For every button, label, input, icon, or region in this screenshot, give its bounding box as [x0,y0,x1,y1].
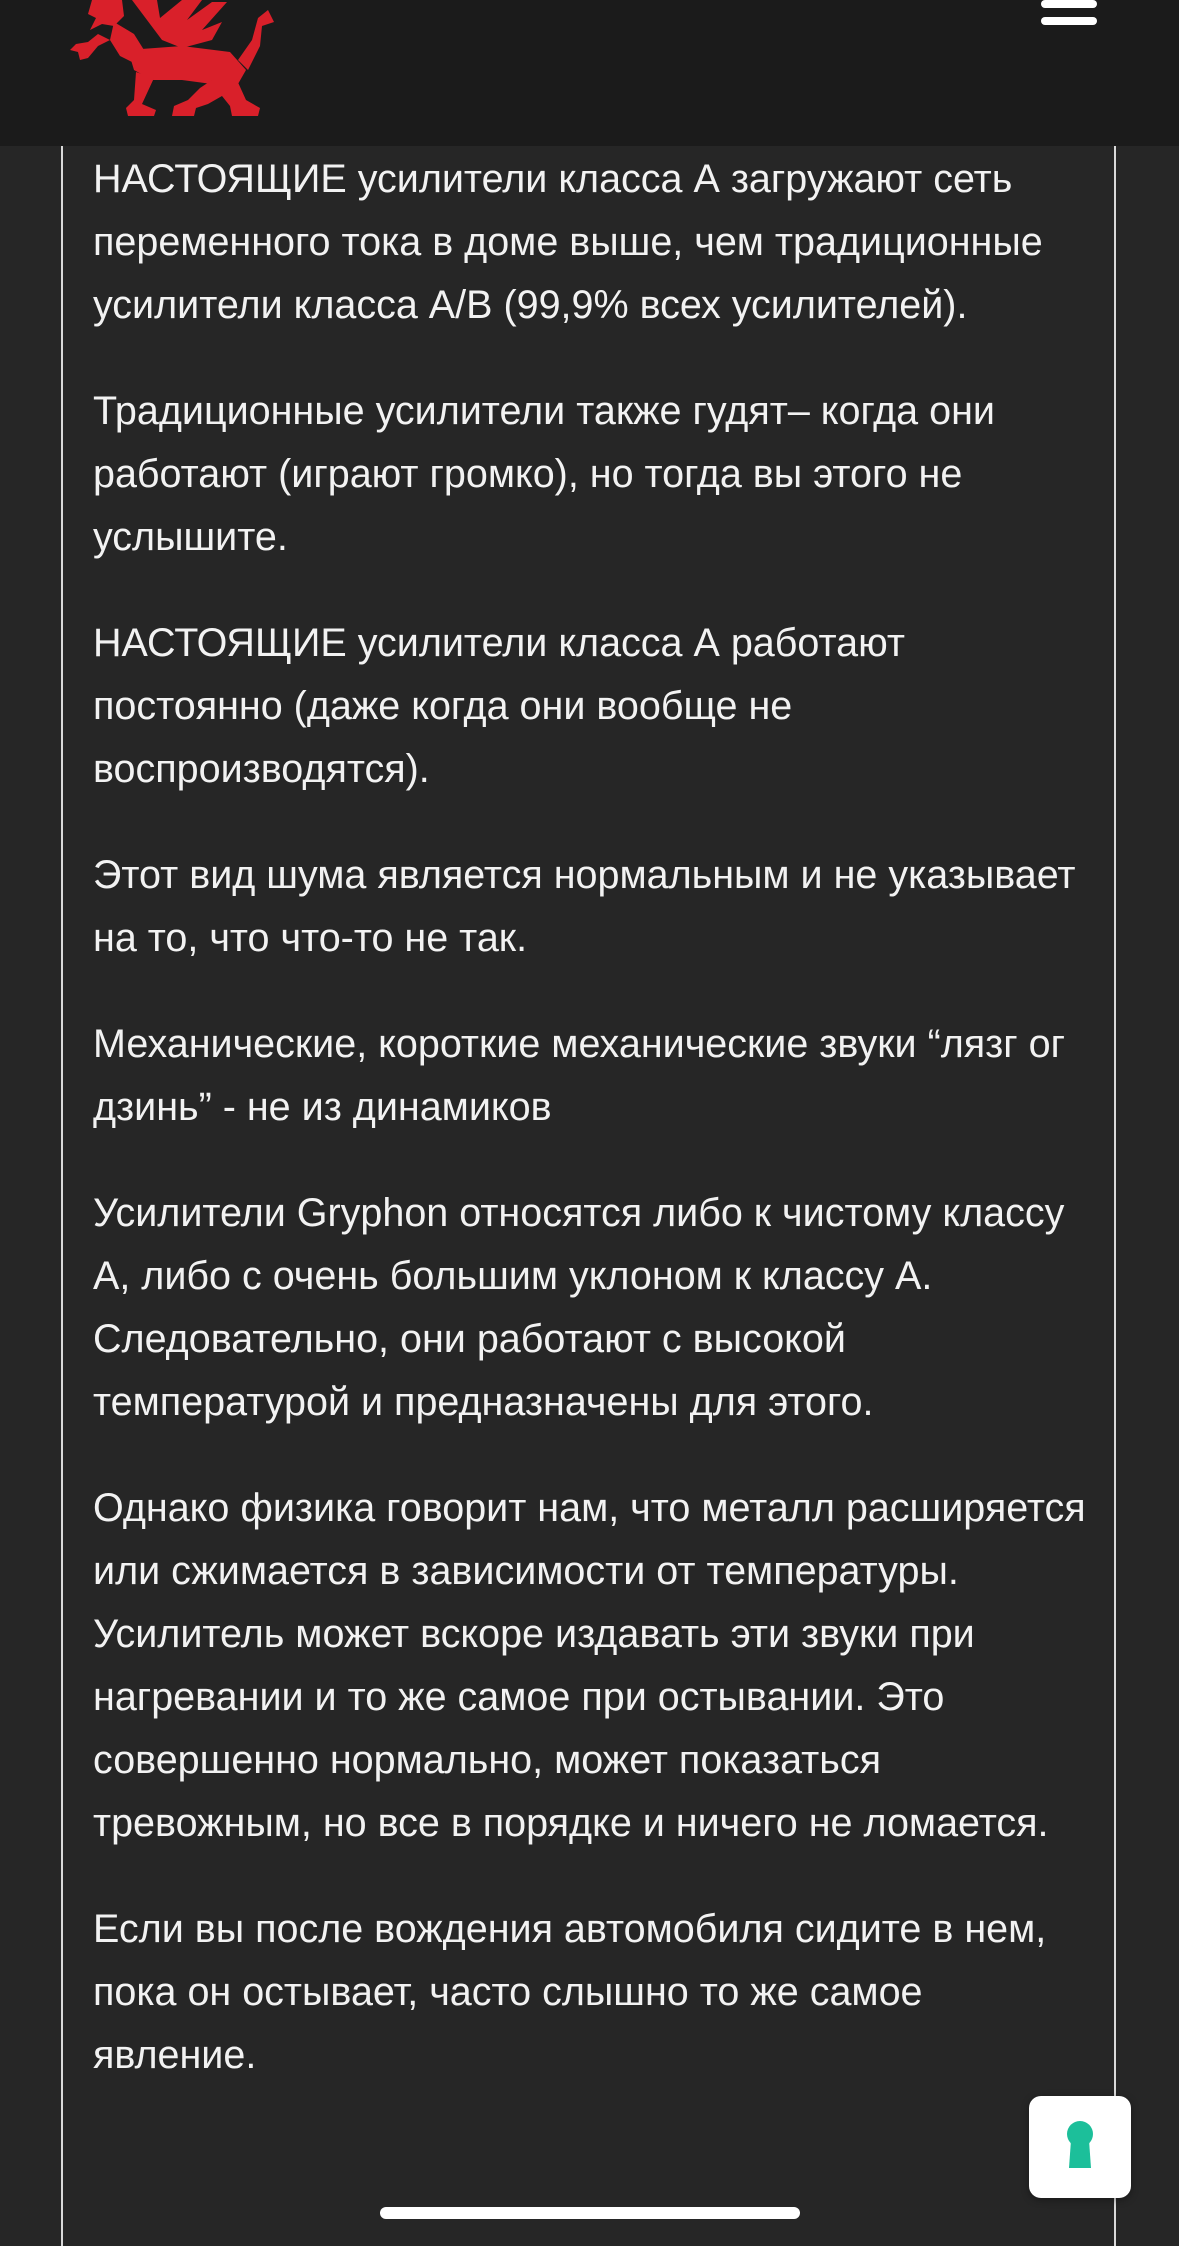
article-paragraph: Однако физика говорит нам, что металл расширяется или сжимается в зависимости от температуры. Усилитель может вскоре издавать эти звуки при нагревании и то же самое при остывании. Это совершенно нормально, может показаться тревожным, но все в порядке и ничего не ломается. [93,1486,1086,1845]
article-paragraph: Этот вид шума является нормальным и не указывает на то, что что-то не так. [93,853,1076,960]
hamburger-menu-icon[interactable] [1041,0,1101,30]
article-paragraph: НАСТОЯЩИЕ усилители класса А работают постоянно (даже когда они вообще не воспроизводятся). [93,621,905,791]
keyhole-help-icon [1029,2096,1131,2198]
site-header [0,0,1179,146]
article-paragraph: Если вы после вождения автомобиля сидите в нем, пока он остывает, часто слышно то же самое явление. [93,1907,1047,2077]
menu-bar [1041,0,1097,8]
gryphon-logo-icon[interactable] [62,0,276,118]
article-body [93,148,1093,2130]
menu-bar [1041,17,1097,25]
article-paragraph: Механические, короткие механические звуки “лязг ог дзинь” - не из динамиков [93,1022,1066,1129]
article-paragraph: НАСТОЯЩИЕ усилители класса А загружают сеть переменного тока в доме выше, чем традиционные усилители класса A/B (99,9% всех усилителей). [93,157,1043,327]
article-paragraph: Усилители Gryphon относятся либо к чистому классу А, либо с очень большим уклоном к классу А. Следовательно, они работают с высокой температурой и предназначены для этого. [93,1191,1065,1424]
home-indicator[interactable] [380,2207,800,2219]
help-button[interactable] [1029,2096,1131,2198]
article-paragraph: Традиционные усилители также гудят– когда они работают (играют громко), но тогда вы этого не услышите. [93,389,995,559]
